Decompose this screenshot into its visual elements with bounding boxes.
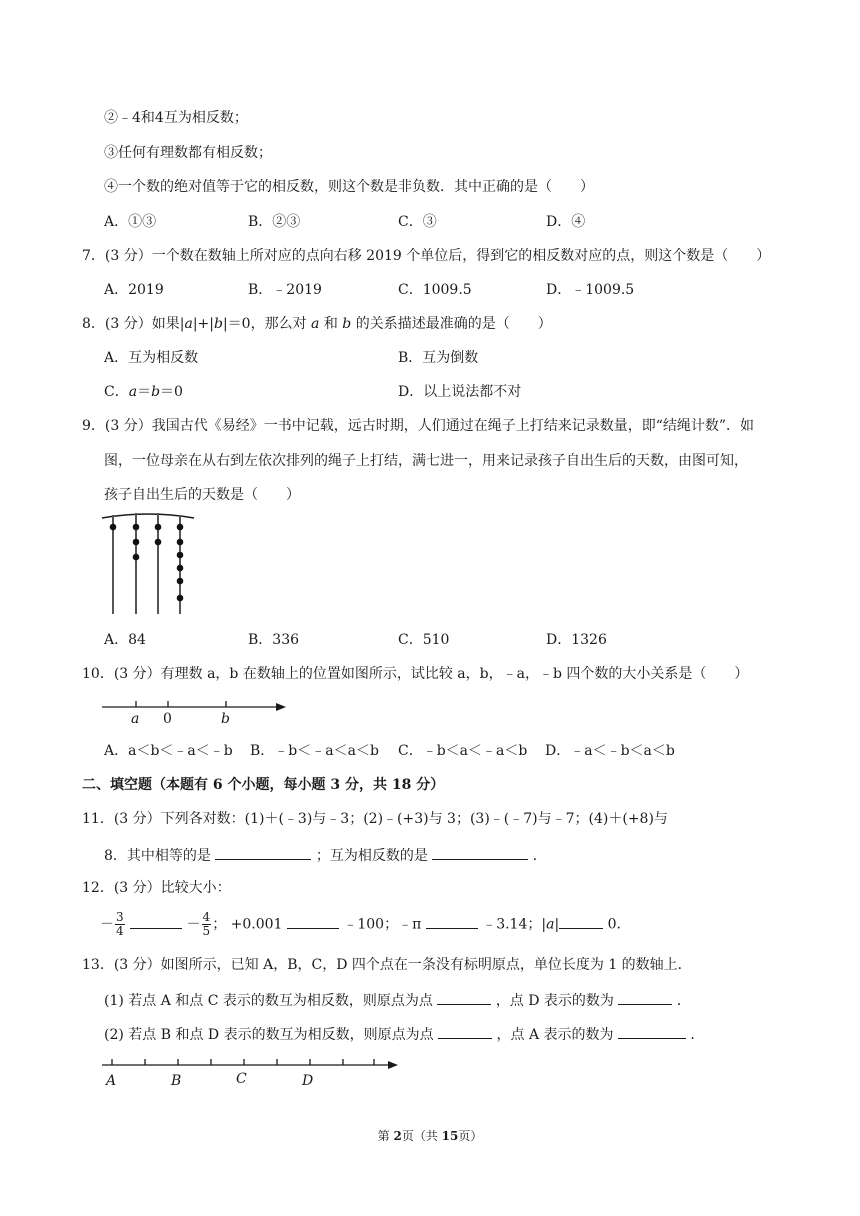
q10-option-b: B．﹣b＜﹣a＜a＜b	[250, 743, 379, 759]
q13-axis-label-c: C	[236, 1071, 247, 1087]
q9-stem-line-1: 9．(3 分）我国古代《易经》一书中记载，远古时期，人们通过在绳子上打结来记录数量，即“结绳计数”．如	[82, 418, 755, 434]
q12-fraction-4-5: $\frac{4}{5}$	[202, 910, 211, 938]
q10-option-c: C．﹣b＜a＜﹣a＜b	[398, 743, 528, 759]
q12-answer-blank-1[interactable]	[130, 914, 182, 929]
knotted-ropes-figure	[100, 510, 200, 620]
q8-stem: 8．(3 分）如果|a|+|b|＝0，那么对 a 和 b 的关系描述最准确的是（ ）	[82, 316, 552, 332]
q12-comparisons: － $\frac{3}{4}$ － $\frac{4}{5}$ ； +0.001 ﹣100；﹣π ﹣3.14；|a| 0．	[100, 910, 631, 938]
q7-stem: 7．(3 分）一个数在数轴上所对应的点向右移 2019 个单位后，得到它的相反数对应的点，则这个数是（ ）	[82, 248, 771, 264]
q7-option-a: A．2019	[104, 282, 164, 298]
q7-option-d: D．﹣1009.5	[546, 282, 635, 298]
q8-option-d: D．以上说法都不对	[398, 384, 522, 400]
q10-axis-label-zero: 0	[163, 711, 172, 727]
q13-answer-blank-origin-1[interactable]	[437, 990, 491, 1005]
q10-axis-label-a: a	[131, 711, 140, 727]
q11-answer-blank-opposite[interactable]	[432, 845, 528, 860]
q6-statement-3: ③任何有理数都有相反数；	[104, 145, 272, 161]
q8-option-c: C．a＝b＝0	[104, 384, 183, 400]
q10-stem: 10．(3 分）有理数 a，b 在数轴上的位置如图所示，试比较 a，b，﹣a，﹣b 四个数的大小关系是（ ）	[82, 666, 749, 682]
q13-answer-blank-a-value[interactable]	[618, 1024, 686, 1039]
q6-option-a: A．①③	[104, 214, 157, 230]
total-pages: 15	[441, 1129, 459, 1143]
q12-answer-blank-4[interactable]	[559, 914, 603, 929]
q12-answer-blank-3[interactable]	[426, 914, 478, 929]
q6-option-c: C．③	[398, 214, 437, 230]
q11-stem-line-2: 8．其中相等的是 ；互为相反数的是 ．	[104, 845, 547, 865]
q13-sub-1: (1) 若点 A 和点 C 表示的数互为相反数，则原点为点 ，点 D 表示的数为 ．	[104, 990, 691, 1010]
q12-answer-blank-2[interactable]	[287, 914, 339, 929]
q6-statement-2: ②﹣4和4互为相反数；	[104, 110, 248, 126]
q9-stem-line-3: 孩子自出生后的天数是（ ）	[104, 487, 300, 503]
q9-option-c: C．510	[398, 632, 450, 648]
q11-stem-line-1: 11．(3 分）下列各对数：(1)＋(﹣3)与﹣3；(2)﹣(+3)与 3；(3)﹣(﹣7)与﹣7；(4)＋(+8)与	[82, 811, 668, 827]
q13-axis-label-a: A	[106, 1073, 117, 1089]
q9-option-b: B．336	[248, 632, 300, 648]
q13-answer-blank-d-value[interactable]	[618, 990, 672, 1005]
section-2-heading: 二、填空题（本题有 6 个小题，每小题 3 分，共 18 分）	[82, 777, 445, 793]
q10-axis-label-b: b	[221, 711, 230, 727]
q13-number-line	[100, 1058, 405, 1090]
page-footer: 第 2页（共 15页）	[377, 1129, 483, 1143]
q6-option-b: B．②③	[248, 214, 301, 230]
q6-option-d: D．④	[546, 214, 586, 230]
q8-option-b: B．互为倒数	[398, 350, 479, 366]
q7-option-b: B．﹣2019	[248, 282, 322, 298]
q11-answer-blank-equal[interactable]	[215, 845, 311, 860]
q13-stem: 13．(3 分）如图所示，已知 A，B，C，D 四个点在一条没有标明原点，单位长度为 1 的数轴上．	[82, 957, 692, 973]
q13-answer-blank-origin-2[interactable]	[438, 1024, 492, 1039]
q13-axis-label-b: B	[171, 1073, 182, 1089]
q12-fraction-3-4: $\frac{3}{4}$	[116, 910, 124, 938]
q9-option-d: D．1326	[546, 632, 607, 648]
q10-number-line	[100, 696, 290, 726]
q10-option-d: D．﹣a＜﹣b＜a＜b	[545, 743, 675, 759]
q13-axis-label-d: D	[302, 1073, 314, 1089]
q12-stem: 12．(3 分）比较大小：	[82, 880, 231, 896]
q10-option-a: A．a＜b＜﹣a＜﹣b	[104, 743, 233, 759]
q9-stem-line-2: 图，一位母亲在从右到左依次排列的绳子上打结，满七进一，用来记录孩子自出生后的天数，由图可知，	[104, 453, 748, 469]
q6-statement-4: ④一个数的绝对值等于它的相反数，则这个数是非负数．其中正确的是（ ）	[104, 179, 594, 195]
q13-sub-2: (2) 若点 B 和点 D 表示的数互为相反数，则原点为点 ，点 A 表示的数为 ．	[104, 1024, 704, 1044]
page-number: 2	[393, 1129, 402, 1143]
q7-option-c: C．1009.5	[398, 282, 472, 298]
q8-option-a: A．互为相反数	[104, 350, 199, 366]
q9-option-a: A．84	[104, 632, 146, 648]
